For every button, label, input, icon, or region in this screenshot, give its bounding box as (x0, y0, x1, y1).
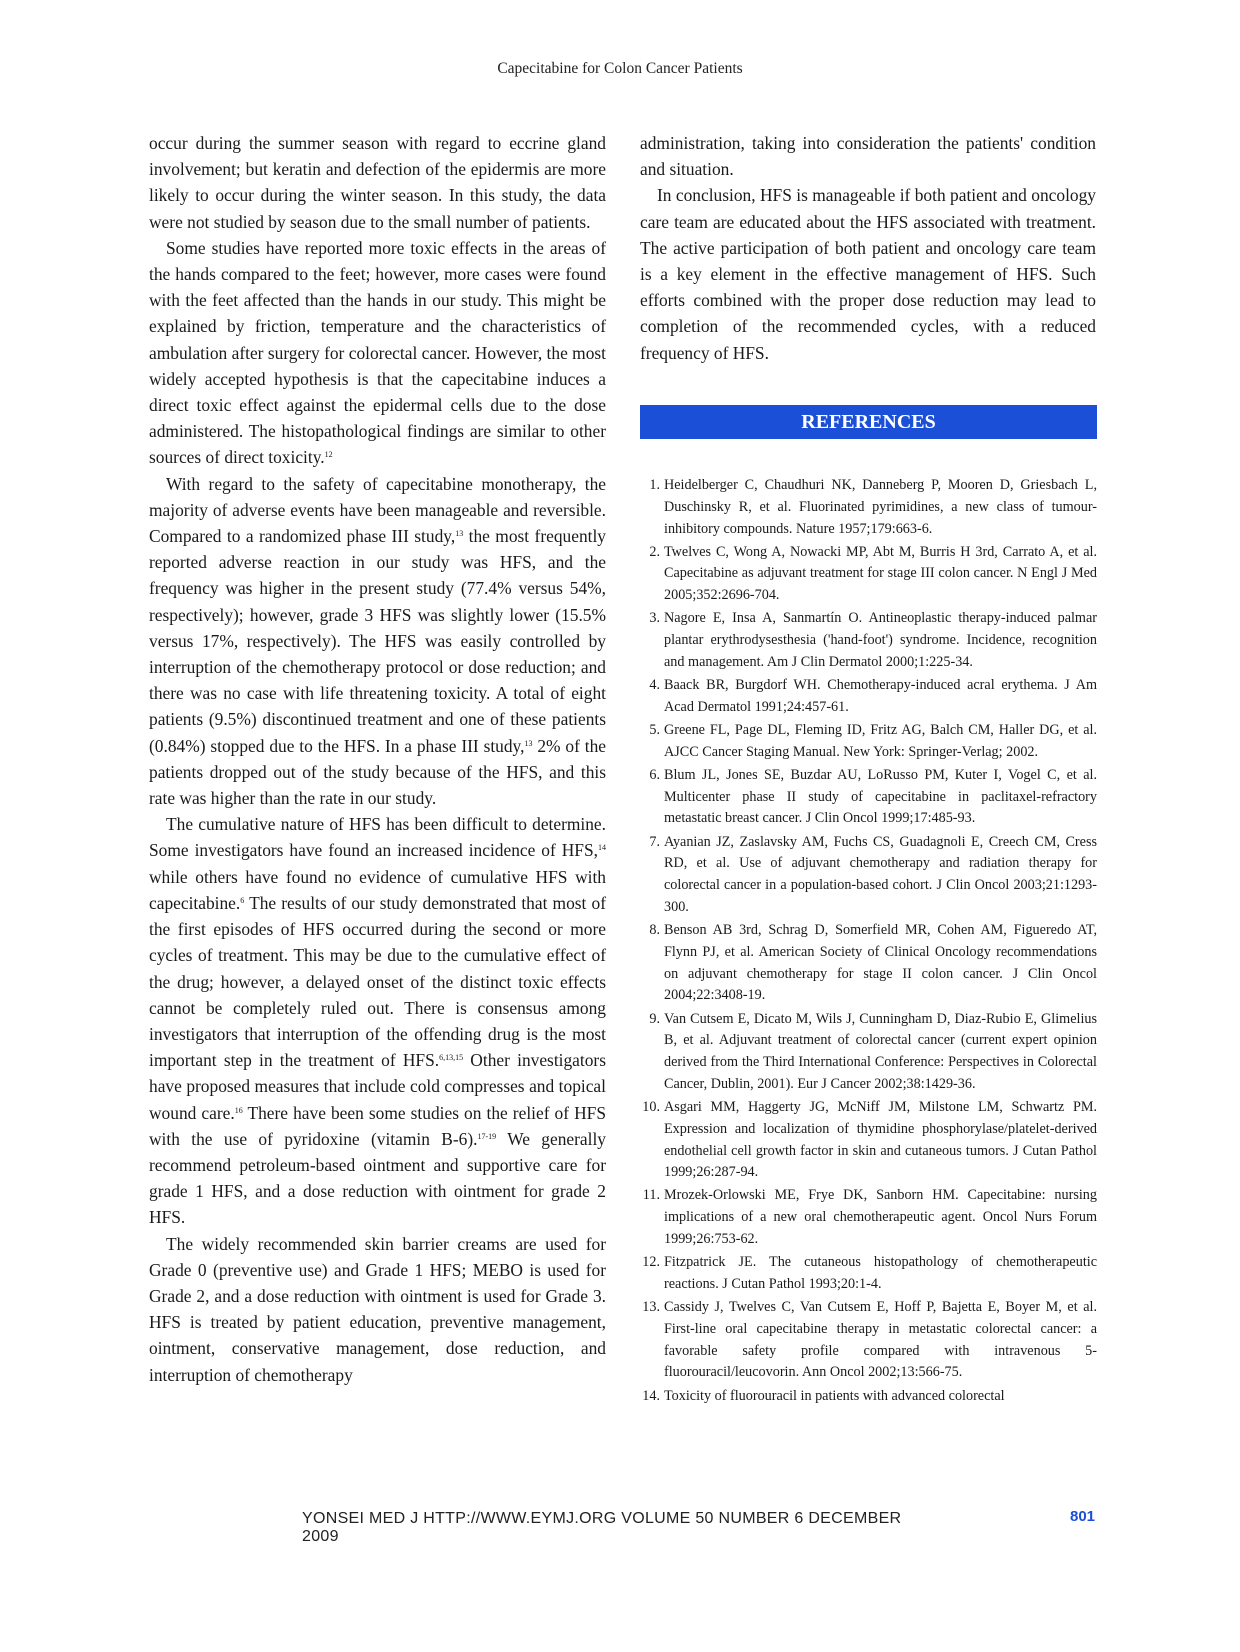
reference-item (640, 475, 1097, 540)
reference-item (640, 1097, 1097, 1184)
reference-number: 3. (649, 610, 660, 627)
reference-text: Nagore E, Insa A, Sanmartín O. Antineoplastic therapy-induced palmar plantar erythrodysesthesia ('hand-foot') syndrome. Incidence, recognition and management. Am J Clin Dermatol 2000;1:225-34. (664, 610, 1097, 670)
paragraph-3-text-a: With regard to the safety of capecitabine monotherapy, the majority of adverse events have been manageable and reversible. Compared to a randomized phase III study, (149, 473, 606, 547)
reference-text: Ayanian JZ, Zaslavsky AM, Fuchs CS, Guadagnoli E, Creech CM, Cress RD, et al. Use of adjuvant chemotherapy and radiation therapy for colorectal cancer in a population-based cohort. J Clin Oncol 2003;21:1293-300. (664, 833, 1097, 915)
paragraph-2-text: Some studies have reported more toxic effects in the areas of the hands compared to the feet; however, more cases were found with the feet affected than the hands in our study. This might be explained by friction, temperature and the characteristics of ambulation after surgery for colorectal cancer. However, the most widely accepted hypothesis is that the capecitabine induces a direct toxic effect against the epidermal cells due to the dose administered. The histopathological findings are similar to other sources of direct toxicity. (149, 237, 606, 468)
reference-number: 5. (649, 721, 660, 738)
reference-text: Blum JL, Jones SE, Buzdar AU, LoRusso PM, Kuter I, Vogel C, et al. Multicenter phase II study of capecitabine in paclitaxel-refractory metastatic breast cancer. J Clin Oncol 1999;17:485-93. (664, 766, 1097, 827)
paragraph-2 (149, 235, 606, 471)
reference-number: 7. (649, 833, 660, 850)
citation-marker: 14 (598, 843, 606, 853)
reference-item (640, 720, 1097, 764)
paragraph-3-text-b: the most frequently reported adverse reaction in our study was HFS, and the frequency was higher in the present study (77.4% versus 54%, respectively); however, grade 3 HFS was slightly lower (15.5% versus 17%, respectively). The HFS was easily controlled by interruption of the chemotherapy protocol or dose reduction; and there was no case with life threatening toxicity. A total of eight patients (9.5%) discontinued treatment and one of these patients (0.84%) stopped due to the HFS. In a phase III study, (149, 526, 607, 756)
reference-text: Twelves C, Wong A, Nowacki MP, Abt M, Burris H 3rd, Carrato A, et al. Capecitabine as adjuvant treatment for stage III colon cancer. N Engl J Med 2005;352:2696-704. (664, 543, 1097, 604)
reference-text: Van Cutsem E, Dicato M, Wils J, Cunningham D, Diaz-Rubio E, Glimelius B, et al. Adjuvant treatment of colorectal cancer (current expert opinion derived from the Third International Conference: Perspectives in Colorectal Cancer, Dublin, 2001). Eur J Cancer 2002;38:1429-36. (664, 1010, 1097, 1092)
paragraph-4-text-b: while others have found no evidence of cumulative HFS with capecitabine. (149, 866, 606, 913)
reference-item (640, 1386, 1097, 1408)
reference-number: 2. (649, 543, 660, 560)
reference-item (640, 1252, 1097, 1296)
reference-number: 11. (642, 1187, 660, 1204)
paragraph-4-text-a: The cumulative nature of HFS has been difficult to determine. Some investigators have found an increased incidence of HFS, (149, 814, 606, 861)
citation-marker: 6,13,15 (439, 1053, 464, 1063)
citation-marker: 13 (524, 738, 533, 748)
paragraph-5: The widely recommended skin barrier creams are used for Grade 0 (preventive use) and Grade 1 HFS; MEBO is used for Grade 2, and a dose reduction with ointment is used for Grade 3. HFS is treated by patient education, preventive management, ointment, conservative management, dose reduction, and interruption of chemotherapy (149, 1233, 606, 1385)
reference-item (640, 1185, 1097, 1250)
reference-number: 9. (649, 1010, 660, 1027)
paragraph-4 (149, 811, 606, 1230)
reference-text: Toxicity of fluorouracil in patients with advanced colorectal (664, 1387, 1005, 1404)
left-column (149, 130, 606, 1388)
journal-footer (302, 1510, 942, 1546)
reference-text: Heidelberger C, Chaudhuri NK, Danneberg P, Mooren D, Griesbach L, Duschinsky R, et al. Fluorinated pyrimidines, a new class of tumour-inhibitory compounds. Nature 1957;179:663-6. (664, 477, 1097, 537)
reference-text: Mrozek-Orlowski ME, Frye DK, Sanborn HM. Capecitabine: nursing implications of a new oral chemotherapeutic agent. Oncol Nurs Forum 1999;26:753-62. (664, 1187, 1097, 1248)
citation-marker: 13 (455, 529, 464, 539)
paragraph-4-text-c: The results of our study demonstrated that most of the first episodes of HFS occurred during the second or more cycles of treatment. This may be due to the cumulative effect of the drug; however, a delayed onset of the distinct toxic effects cannot be completely ruled out. There is consensus among investigators that interruption of the offending drug is the most important step in the treatment of HFS. (149, 892, 606, 1071)
reference-text: Baack BR, Burgdorf WH. Chemotherapy-induced acral erythema. J Am Acad Dermatol 1991;24:457-61. (664, 677, 1097, 715)
reference-number: 14. (642, 1387, 660, 1404)
reference-text: Greene FL, Page DL, Fleming ID, Fritz AG, Balch CM, Haller DG, et al. AJCC Cancer Staging Manual. New York: Springer-Verlag; 2002. (664, 721, 1097, 760)
reference-number: 10. (642, 1098, 660, 1115)
reference-item (640, 765, 1097, 830)
paragraph-4-text-f: We generally recommend petroleum-based ointment and supportive care for grade 1 HFS, and a dose reduction with ointment for grade 2 HFS. (149, 1128, 606, 1228)
page-number: 801 (1070, 1508, 1096, 1525)
reference-item (640, 832, 1097, 919)
citation-marker: 12 (324, 450, 333, 460)
citation-marker: 16 (234, 1105, 243, 1115)
reference-item (640, 1009, 1097, 1096)
reference-list (640, 475, 1097, 1409)
paragraph-4-text-d: Other investigators have proposed measures that include cold compresses and topical wound care. (149, 1050, 606, 1123)
right-column (640, 130, 1096, 366)
reference-item (640, 608, 1097, 673)
reference-number: 12. (642, 1254, 660, 1271)
reference-number: 13. (642, 1299, 660, 1316)
running-head: Capecitabine for Colon Cancer Patients (497, 60, 743, 77)
reference-text: Benson AB 3rd, Schrag D, Somerfield MR, Cohen AM, Figueredo AT, Flynn PJ, et al. American Society of Clinical Oncology recommendations on adjuvant chemotherapy for stage II colon cancer. J Clin Oncol 2004;22:3408-19. (664, 922, 1097, 1004)
reference-text: Fitzpatrick JE. The cutaneous histopathology of chemotherapeutic reactions. J Cutan Pathol 1993;20:1-4. (664, 1254, 1097, 1292)
reference-item (640, 542, 1097, 607)
reference-text: Cassidy J, Twelves C, Van Cutsem E, Hoff P, Bajetta E, Boyer M, et al. First-line oral capecitabine therapy in metastatic colorectal cancer: a favorable safety profile compared with intravenous 5-fluorouracil/leucovorin. Ann Oncol 2002;13:566-75. (664, 1299, 1097, 1381)
reference-text: Asgari MM, Haggerty JG, McNiff JM, Milstone LM, Schwartz PM. Expression and localization of thymidine phosphorylase/platelet-derived endothelial cell growth factor in skin and cutaneous tumors. J Cutan Pathol 1999;26:287-94. (664, 1098, 1097, 1181)
reference-item (640, 675, 1097, 719)
paragraph-6: administration, taking into consideration the patients' condition and situation. (640, 133, 1096, 180)
reference-item (640, 1297, 1097, 1384)
paragraph-3 (149, 471, 606, 812)
reference-number: 4. (649, 677, 660, 694)
reference-item (640, 920, 1097, 1007)
reference-number: 8. (649, 922, 660, 939)
paragraph-7: In conclusion, HFS is manageable if both patient and oncology care team are educated about the HFS associated with treatment. The active participation of both patient and oncology care team is a key element in the effective management of HFS. Such efforts combined with the proper dose reduction may lead to completion of the recommended cycles, with a reduced frequency of HFS. (640, 185, 1096, 363)
reference-number: 1. (649, 477, 660, 493)
paragraph-1: occur during the summer season with regard to eccrine gland involvement; but keratin and defection of the epidermis are more likely to occur during the winter season. In this study, the data were not studied by season due to the small number of patients. (149, 133, 606, 232)
journal-info: YONSEI MED J HTTP://WWW.EYMJ.ORG VOLUME 50 NUMBER 6 DECEMBER 2009 (302, 1510, 902, 1545)
paragraph-3-text-c: 2% of the patients dropped out of the study because of the HFS, and this rate was higher than the rate in our study. (149, 735, 606, 809)
references-heading: REFERENCES (640, 405, 1097, 439)
citation-marker: 6 (240, 895, 245, 905)
paragraph-4-text-e: There have been some studies on the relief of HFS with the use of pyridoxine (vitamin B-6). (149, 1102, 607, 1149)
citation-marker: 17-19 (477, 1131, 497, 1141)
reference-number: 6. (649, 766, 660, 783)
